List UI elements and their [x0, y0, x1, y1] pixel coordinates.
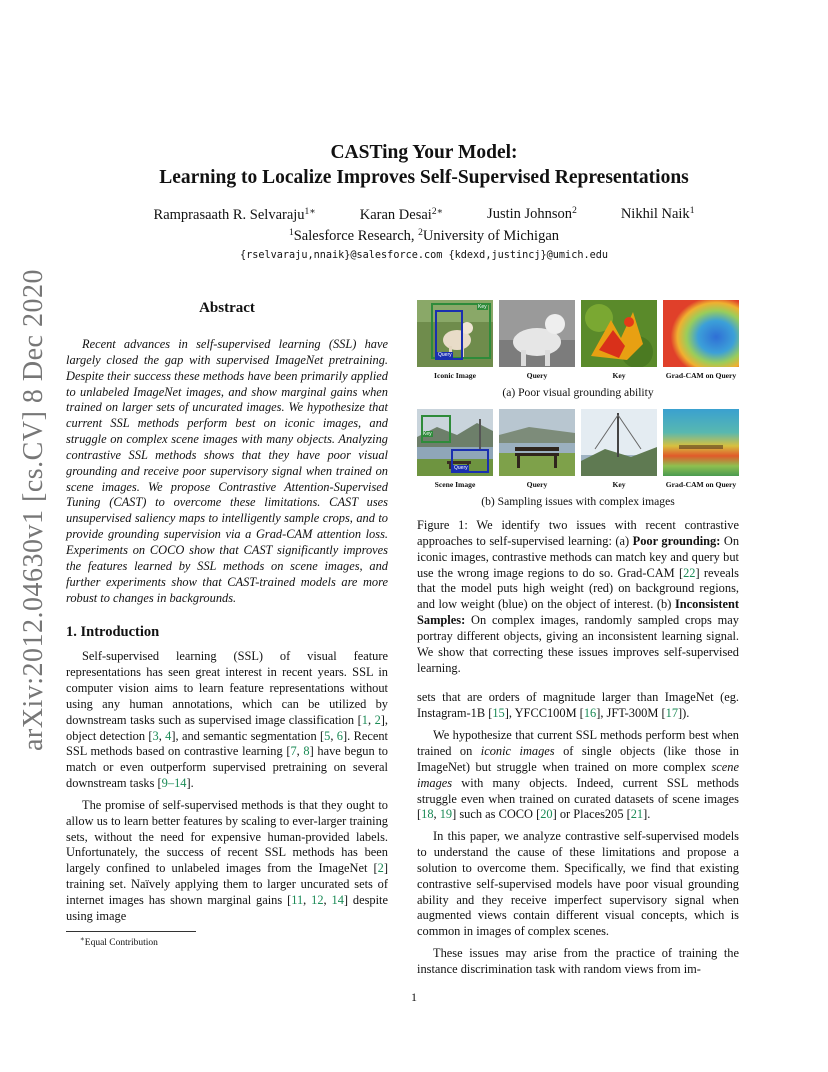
query-crop-thumbnail [499, 409, 575, 476]
query-box-label: Query [438, 352, 452, 358]
citation-link[interactable]: 21 [630, 807, 644, 822]
paper-title-line1: CASTing Your Model: [330, 142, 518, 163]
citation-link[interactable]: 19 [439, 807, 453, 822]
figure-caption: Figure 1: We identify two issues with recent contrastive approaches to self-supervised learning: (a) Poor grounding: On iconic images, contrastive methods can match key and query but use the wrong image regions to do so. Grad-CAM [22] reveals that the model puts high weight (red) on background regions, and low weight (blue) on the object of interest. (b) Inconsistent Samples: On complex images, randomly sampled crops may portray different objects, giving an inconsistent learning signal. We show that correcting these issues improves self-supervised learning. [417, 518, 740, 675]
right-column [417, 300, 739, 984]
figure-label: Scene Image [434, 480, 476, 489]
paper-title-line2: Learning to Localize Improves Self-Supervised Representations [159, 167, 689, 188]
citation-link[interactable]: 5 [324, 728, 331, 743]
author: Justin Johnson$^2$ [487, 206, 577, 222]
footnote-rule [66, 931, 196, 932]
figure-row-a [417, 300, 739, 367]
figure-label: Query [526, 371, 548, 380]
author: Nikhil Naik$^1$ [620, 206, 695, 222]
right-paragraph-1: sets that are orders of magnitude larger than ImageNet (eg. Instagram-1B [15], YFCC100M [16], JFT-300M [17]). [417, 690, 739, 721]
citation-link[interactable]: 2 [377, 861, 384, 876]
citation-link[interactable]: 4 [165, 728, 172, 743]
subcaption-b: (b) Sampling issues with complex images [481, 495, 675, 508]
key-crop-thumbnail [581, 300, 657, 367]
right-paragraph-3: In this paper, we analyze contrastive self-supervised models to understand the cause of these limitations and propose a solution to overcome them. Specifically, we find that existing contrastive self-supervised models have poor visual grounding ability and they receive imperfect supervisory signal when augmented views contain different visual concepts, which is common in images of complex scenes. [417, 829, 739, 939]
gradcam-query-thumbnail [663, 300, 739, 367]
figure-row-b-labels [417, 480, 739, 489]
figure-row-b [417, 409, 739, 476]
figure-label: Grad-CAM on Query [665, 480, 737, 489]
figure-label: Iconic Image [434, 371, 476, 380]
abstract-heading: Abstract [199, 300, 255, 316]
figure-label: Key [612, 480, 626, 489]
key-box-label: Key [423, 431, 432, 437]
citation-link[interactable]: 12 [311, 893, 324, 907]
citation-link[interactable]: 3 [152, 728, 159, 743]
citation-link[interactable]: 14 [331, 893, 344, 907]
right-paragraph-4: These issues may arise from the practice of training the instance discrimination task with random views from im- [417, 946, 739, 976]
scene-image-thumbnail [417, 409, 493, 476]
section-heading-introduction: 1. Introduction [66, 624, 160, 641]
author: Ramprasaath R. Selvaraju$^{1∗}$ [153, 207, 316, 223]
arxiv-stamp: arXiv:2012.04630v1 [cs.CV] 8 Dec 2020 [18, 269, 50, 751]
citation-link[interactable]: 17 [665, 706, 679, 721]
citation-link[interactable]: 1 [361, 712, 368, 727]
citation-link[interactable]: 6 [336, 728, 343, 743]
page-number: 1 [411, 990, 417, 1004]
query-crop-thumbnail [499, 300, 575, 367]
citation-link[interactable]: 20 [540, 807, 553, 822]
footnote: ∗Equal Contribution [80, 934, 158, 948]
key-box-label: Key [478, 304, 487, 310]
author-emails: {rselvaraju,nnaik}@salesforce.com {kdexd,justincj}@umich.edu [239, 250, 608, 261]
iconic-image-thumbnail [417, 300, 493, 367]
citation-link[interactable]: 16 [583, 706, 597, 721]
author: Karan Desai$^{2∗}$ [359, 207, 444, 223]
figure-1 [417, 300, 739, 676]
key-crop-thumbnail [581, 409, 657, 476]
gradcam-query-thumbnail [663, 409, 739, 476]
intro-paragraph-2: The promise of self-supervised methods is that they ought to allow us to learn better features by scaling to ever-larger training sets, without the need for expensive human-provided labels. Unfortunately, the success of recent SSL methods has been largely confined to unlabeled images from the ImageNet [2] training set. Naïvely applying them to larger uncurated sets of internet images has shown marginal gains [11, 12, 14] despite using image [66, 797, 388, 923]
left-column [66, 300, 388, 948]
abstract-text: Recent advances in self-supervised learning (SSL) have largely closed the gap with supervised ImageNet pretraining. Despite their success these methods have been primarily applied to unlabeled ImageNet images, and show marginal gains when trained on larger sets of uncurated images. We hypothesize that current SSL methods perform best on iconic images, and struggle on complex scene images with many objects. Analyzing contrastive SSL methods shows that they have poor visual grounding and receive poor supervisory signal when trained on scene images. We propose Contrastive Attention-Supervised Tuning (CAST) to overcome these limitations. CAST uses unsupervised saliency maps to intelligently sample crops, and to provide grounding supervision via a Grad-CAM attention loss. Experiments on COCO show that CAST significantly improves the features learned by SSL methods on scene images, and further experiments show that CAST-trained models are more robust to changes in backgrounds. [66, 337, 388, 605]
author-list [60, 206, 788, 224]
query-box-label: Query [454, 465, 468, 471]
figure-label: Query [526, 480, 548, 489]
affiliations: $^1$Salesforce Research, $^2$University of Michigan [288, 228, 560, 244]
paper-header [60, 140, 788, 261]
citation-link[interactable]: 11 [291, 893, 304, 907]
citation-link[interactable]: 8 [303, 744, 310, 759]
citation-link[interactable]: 2 [374, 712, 381, 727]
right-paragraph-2: We hypothesize that current SSL methods perform best when trained on iconic images of single objects (like those in ImageNet) but struggle when trained on more complex scene images with many objects. Indeed, current SSL methods struggle even when trained on curated datasets of scene images [18, 19] such as COCO [20] or Places205 [21]. [417, 728, 739, 822]
citation-link[interactable]: 15 [492, 706, 505, 721]
intro-paragraph-1: Self-supervised learning (SSL) of visual feature representations has seen great interest in recent years. SSL in computer vision aims to learn feature representations without using any human annotations, which can be utilized by downstream tasks such as supervised image classification [1, 2], object detection [3, 4], and semantic segmentation [5, 6]. Recent SSL methods based on contrastive learning [7, 8] have begun to match or even outperform supervised pretraining on several downstream tasks [9–14]. [66, 649, 389, 791]
citation-link[interactable]: 9–14 [161, 776, 187, 791]
citation-link[interactable]: 7 [290, 744, 297, 759]
citation-link[interactable]: 22 [683, 565, 696, 580]
key-bounding-box [421, 415, 451, 443]
subcaption-a: (a) Poor visual grounding ability [502, 386, 654, 399]
figure-label: Grad-CAM on Query [665, 371, 737, 380]
citation-link[interactable]: 18 [421, 807, 434, 822]
figure-row-a-labels [417, 371, 739, 380]
figure-label: Key [612, 371, 626, 380]
